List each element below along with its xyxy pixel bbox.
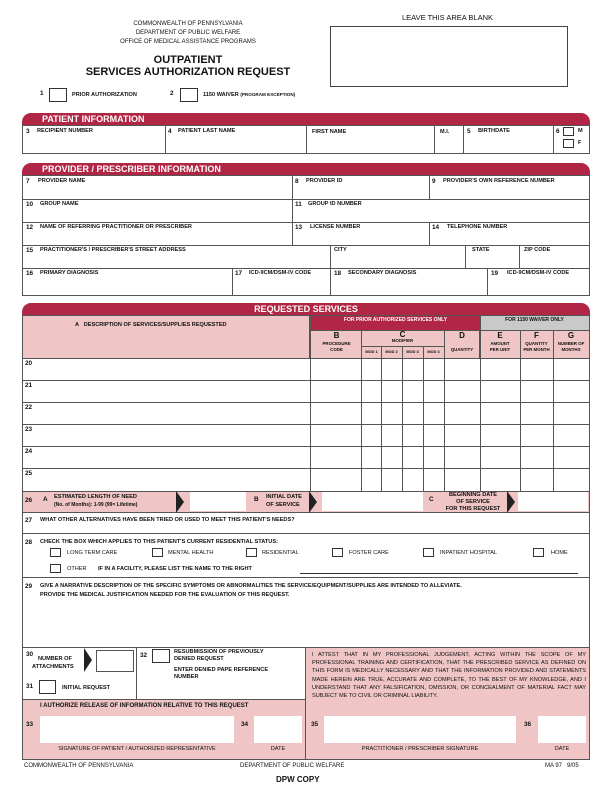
- agency-line-1: COMMONWEALTH OF PENNSYLVANIA: [133, 21, 243, 27]
- city-field[interactable]: [332, 255, 465, 267]
- field-5-number: 5: [467, 128, 471, 135]
- beginning-date-label-1: BEGINNING DATE: [448, 492, 498, 498]
- q27-text: WHAT OTHER ALTERNATIVES HAVE BEEN TRIED OR USED TO MEET THIS PATIENT'S NEEDS?: [40, 517, 295, 523]
- resubmission-checkbox[interactable]: [152, 649, 170, 663]
- long-term-care-label: LONG TERM CARE: [67, 550, 118, 556]
- birthdate-label: BIRTHDATE: [478, 128, 510, 134]
- license-number-field[interactable]: [294, 232, 429, 244]
- provider-info-header: PROVIDER / PRESCRIBER INFORMATION: [22, 163, 590, 175]
- recipient-number-field[interactable]: [24, 136, 163, 153]
- group-name-field[interactable]: [24, 209, 292, 221]
- resubmission-label-3: ENTER DENIED PAPE REFERENCE: [174, 667, 269, 673]
- provider-name-field[interactable]: [24, 186, 292, 198]
- service-row-23: 23: [25, 426, 33, 433]
- group-name-label: GROUP NAME: [40, 201, 79, 207]
- col-g-letter: G: [567, 331, 575, 340]
- col-f-label-2: PER MONTH: [523, 347, 550, 352]
- inpatient-hospital-checkbox[interactable]: [423, 548, 434, 557]
- field-28-number: 28: [25, 539, 33, 546]
- state-label: STATE: [472, 247, 490, 253]
- col-f-label-1: QUANTITY: [525, 341, 548, 346]
- requested-services-header: REQUESTED SERVICES: [22, 303, 590, 315]
- field-34-number: 34: [241, 721, 249, 728]
- home-checkbox[interactable]: [533, 548, 544, 557]
- long-term-care-checkbox[interactable]: [50, 548, 61, 557]
- resubmission-label-2: DENIED REQUEST: [174, 656, 224, 662]
- patient-date-field[interactable]: [254, 716, 302, 743]
- q29-text-1: GIVE A NARRATIVE DESCRIPTION OF THE SPECIFIC SYMPTOMS OR ABNORMALITIES THE SERVICE/EQUIPMENT/SUPPLIES ARE INTENDED TO ALLEVIATE.: [40, 583, 462, 589]
- q28-text: CHECK THE BOX WHICH APPLIES TO THIS PATIENT'S CURRENT RESIDENTIAL STATUS:: [40, 539, 278, 545]
- field-8-number: 8: [295, 178, 299, 185]
- foster-care-label: FOSTER CARE: [349, 550, 389, 556]
- footer-dpw-copy: DPW COPY: [276, 775, 320, 784]
- mod-4-header: MOD 4: [427, 349, 440, 354]
- group-id-label: GROUP ID NUMBER: [308, 201, 362, 207]
- mod-1-header: MOD 1: [365, 349, 378, 354]
- field-16-number: 16: [26, 270, 34, 277]
- zip-field[interactable]: [521, 255, 588, 267]
- first-name-field[interactable]: [307, 136, 432, 153]
- waiver-1150-label: 1150 WAIVER (PROGRAM EXCEPTION): [203, 92, 296, 98]
- field-9-number: 9: [432, 178, 436, 185]
- attachments-label-2: ATTACHMENTS: [32, 664, 74, 670]
- middle-initial-field[interactable]: [435, 136, 462, 153]
- beginning-date-field[interactable]: [518, 492, 588, 511]
- facility-name-field[interactable]: [300, 562, 578, 573]
- initial-request-checkbox[interactable]: [39, 680, 56, 694]
- length-of-need-field[interactable]: [190, 492, 246, 511]
- field-14-number: 14: [432, 224, 440, 231]
- practitioner-signature-label: PRACTITIONER / PRESCRIBER SIGNATURE: [361, 746, 479, 752]
- row26-a-letter: A: [43, 496, 48, 503]
- beginning-date-label-2: OF SERVICE: [456, 499, 490, 505]
- service-row-20: 20: [25, 360, 33, 367]
- footer-department: DEPARTMENT OF PUBLIC WELFARE: [240, 763, 345, 769]
- telephone-field[interactable]: [431, 232, 588, 244]
- field-11-number: 11: [295, 201, 302, 208]
- service-row-24: 24: [25, 448, 33, 455]
- footer-form-number: MA 97 9/05: [545, 763, 579, 769]
- leave-blank-label: LEAVE THIS AREA BLANK: [402, 13, 494, 22]
- group-id-field[interactable]: [294, 209, 588, 221]
- secondary-diagnosis-label: SECONDARY DIAGNOSIS: [348, 270, 417, 276]
- col-f-letter: F: [534, 331, 539, 340]
- arrow-a-icon: [176, 491, 188, 513]
- initial-date-label-1: INITIAL DATE: [266, 494, 302, 500]
- field-13-number: 13: [295, 224, 303, 231]
- provider-name-label: PROVIDER NAME: [38, 178, 86, 184]
- field-36-number: 36: [524, 721, 532, 728]
- prior-authorization-label: PRIOR AUTHORIZATION: [72, 92, 137, 98]
- provider-id-field[interactable]: [294, 186, 429, 198]
- icd-code-1-field[interactable]: [234, 278, 330, 294]
- icd-code-1-label: ICD-9CM/DSM-IV CODE: [249, 270, 312, 276]
- prior-only-header: FOR PRIOR AUTHORIZED SERVICES ONLY: [343, 317, 448, 323]
- col-c-letter: C: [399, 330, 406, 339]
- beginning-date-label-3: FOR THIS REQUEST: [445, 506, 501, 512]
- patient-last-name-field[interactable]: [166, 136, 304, 153]
- first-name-label: FIRST NAME: [312, 129, 347, 135]
- attachments-label-1: NUMBER OF: [38, 656, 72, 662]
- field-6-number: 6: [556, 128, 560, 135]
- field-32-number: 32: [140, 652, 148, 659]
- form-title-2: SERVICES AUTHORIZATION REQUEST: [85, 66, 291, 78]
- zip-label: ZIP CODE: [524, 247, 551, 253]
- referring-practitioner-field[interactable]: [24, 232, 292, 244]
- col-b-label-1: PROCEDURE: [322, 341, 351, 346]
- field-3-number: 3: [26, 128, 30, 135]
- practitioner-signature-field[interactable]: [324, 716, 516, 743]
- street-address-label: PRACTITIONER'S / PRESCRIBER'S STREET ADDRESS: [40, 247, 186, 253]
- patient-signature-field[interactable]: [40, 716, 234, 743]
- denied-reference-field[interactable]: [174, 683, 302, 697]
- foster-care-checkbox[interactable]: [332, 548, 343, 557]
- q29-text-2: PROVIDE THE MEDICAL JUSTIFICATION NEEDED FOR THE EVALUATION OF THIS REQUEST.: [40, 592, 290, 598]
- attestation-text: I ATTEST THAT IN MY PROFESSIONAL JUDGEMENT, ACTING WITHIN THE SCOPE OF MY PROFESSIONAL TRAINING AND CERTIFICATION, THAT THE PRESCRIBED SERVICE AS DEFINED ON THIS FORM IS MEDICALLY NECESSARY AND THAT THE INFORMATION PROVIDED AND STATEMENTS MADE HEREIN ARE TRUE, ACCURATE AND COMPLETE, TO THE BEST OF MY KNOWLEDGE, AND I UNDERSTAND THAT ANY FALSIFICATION, OMISSION, OR CONCEALMENT OF MATERIAL FACT MAY SUBJECT ME TO CIVIL OR CRIMINAL LIABILITY.: [312, 652, 586, 700]
- initial-date-field[interactable]: [322, 492, 423, 511]
- field-33-number: 33: [26, 721, 34, 728]
- resubmission-label-4: NUMBER: [174, 674, 199, 680]
- primary-diagnosis-label: PRIMARY DIAGNOSIS: [40, 270, 99, 276]
- other-label: OTHER: [67, 566, 87, 572]
- practitioner-date-field[interactable]: [538, 716, 586, 743]
- col-g-label-1: NUMBER OF: [557, 341, 585, 346]
- col-e-label-1: AMOUNT: [490, 341, 510, 346]
- agency-line-3: OFFICE OF MEDICAL ASSISTANCE PROGRAMS: [120, 39, 256, 45]
- col-d-label: QUANTITY: [450, 347, 474, 352]
- middle-initial-label: M.I.: [440, 129, 450, 135]
- practitioner-date-label: DATE: [554, 746, 570, 752]
- q27-answer-field[interactable]: [24, 525, 589, 534]
- secondary-diagnosis-field[interactable]: [332, 278, 487, 294]
- waiver-only-header: FOR 1150 WAIVER ONLY: [505, 317, 564, 323]
- own-reference-label: PROVIDER'S OWN REFERENCE NUMBER: [443, 178, 555, 184]
- col-e-letter: E: [497, 331, 503, 340]
- col-e-label-2: PER UNIT: [489, 347, 511, 352]
- field-19-number: 19: [491, 270, 499, 277]
- field-30-number: 30: [26, 651, 34, 658]
- inpatient-hospital-label: INPATIENT HOSPITAL: [440, 550, 498, 556]
- field-7-number: 7: [26, 178, 30, 185]
- state-field[interactable]: [467, 255, 519, 267]
- col-d-letter: D: [459, 331, 465, 340]
- initial-request-label: INITIAL REQUEST: [62, 685, 111, 691]
- mod-2-header: MOD 2: [385, 349, 398, 354]
- row26-b-letter: B: [254, 496, 259, 503]
- leave-blank-area: [330, 26, 568, 87]
- service-row-22: 22: [25, 404, 33, 411]
- patient-signature-label: SIGNATURE OF PATIENT / AUTHORIZED REPRESENTATIVE: [58, 746, 216, 752]
- service-row-21: 21: [25, 382, 33, 389]
- home-label: HOME: [551, 550, 568, 556]
- birthdate-field[interactable]: [464, 136, 551, 153]
- mental-health-checkbox[interactable]: [152, 548, 163, 557]
- resubmission-label-1: RESUBMISSION OF PREVIOUSLY: [174, 649, 264, 655]
- referring-practitioner-label: NAME OF REFERRING PRACTITIONER OR PRESCRIBER: [40, 224, 192, 230]
- attachments-count-field[interactable]: [96, 650, 134, 672]
- field-12-number: 12: [26, 224, 34, 231]
- primary-diagnosis-field[interactable]: [24, 278, 232, 294]
- col-b-letter: B: [333, 331, 340, 340]
- service-row-25: 25: [25, 470, 33, 477]
- form-title-1: OUTPATIENT: [153, 54, 223, 66]
- residential-label: RESIDENTIAL: [262, 550, 299, 556]
- release-statement: I AUTHORIZE RELEASE OF INFORMATION RELATIVE TO THIS REQUEST: [40, 703, 249, 709]
- field-18-number: 18: [334, 270, 342, 277]
- waiver-1150-checkbox[interactable]: [180, 88, 198, 102]
- patient-info-header: PATIENT INFORMATION: [22, 113, 590, 125]
- icd-code-2-label: ICD-9CM/DSM-IV CODE: [507, 270, 570, 276]
- recipient-number-label: RECIPIENT NUMBER: [37, 128, 93, 134]
- col-b-label-2: CODE: [330, 347, 343, 352]
- field-1-number: 1: [40, 90, 44, 97]
- patient-date-label: DATE: [270, 746, 286, 752]
- patient-last-name-label: PATIENT LAST NAME: [178, 128, 236, 134]
- telephone-label: TELEPHONE NUMBER: [447, 224, 508, 230]
- street-address-field[interactable]: [24, 255, 330, 267]
- col-c-label: MODIFIER: [391, 338, 414, 343]
- initial-date-label-2: OF SERVICE: [266, 502, 300, 508]
- icd-code-2-field[interactable]: [489, 278, 588, 294]
- col-g-label-2: MONTHS: [561, 347, 581, 352]
- field-29-number: 29: [25, 583, 33, 590]
- field-17-number: 17: [235, 270, 243, 277]
- arrow-attachments-icon: [84, 648, 96, 672]
- footer-commonwealth: COMMONWEALTH OF PENNSYLVANIA: [24, 763, 134, 769]
- length-of-need-label-1: ESTIMATED LENGTH OF NEED: [54, 494, 137, 500]
- field-26-number: 26: [25, 497, 33, 504]
- field-31-number: 31: [26, 683, 34, 690]
- field-35-number: 35: [311, 721, 319, 728]
- length-of-need-label-2: (No. of Months): 1-99 (99= Lifetime): [54, 502, 138, 508]
- agency-line-2: DEPARTMENT OF PUBLIC WELFARE: [135, 30, 241, 36]
- city-label: CITY: [334, 247, 347, 253]
- license-number-label: LICENSE NUMBER: [310, 224, 361, 230]
- field-4-number: 4: [168, 128, 172, 135]
- residential-checkbox[interactable]: [246, 548, 257, 557]
- sex-male-label: M: [578, 128, 583, 134]
- prior-authorization-checkbox[interactable]: [49, 88, 67, 102]
- other-checkbox[interactable]: [50, 564, 61, 573]
- service-description-fields[interactable]: [34, 358, 309, 490]
- own-reference-field[interactable]: [431, 186, 588, 198]
- sex-male-checkbox[interactable]: [563, 127, 574, 136]
- facility-name-line: [300, 573, 578, 574]
- facility-instruction: IF IN A FACILITY, PLEASE LIST THE NAME TO THE RIGHT: [98, 566, 252, 572]
- q29-narrative-field[interactable]: [24, 601, 589, 647]
- field-27-number: 27: [25, 517, 33, 524]
- provider-id-label: PROVIDER ID: [306, 178, 343, 184]
- mod-3-header: MOD 3: [406, 349, 419, 354]
- sex-female-checkbox[interactable]: [563, 139, 574, 148]
- mental-health-label: MENTAL HEALTH: [168, 550, 214, 556]
- field-2-number: 2: [170, 90, 174, 97]
- sex-female-label: F: [578, 140, 582, 146]
- arrow-b-icon: [309, 491, 321, 513]
- field-10-number: 10: [26, 201, 34, 208]
- col-a-header: A DESCRIPTION OF SERVICES/SUPPLIES REQUESTED: [75, 322, 227, 328]
- field-15-number: 15: [26, 247, 34, 254]
- row26-c-letter: C: [429, 496, 434, 503]
